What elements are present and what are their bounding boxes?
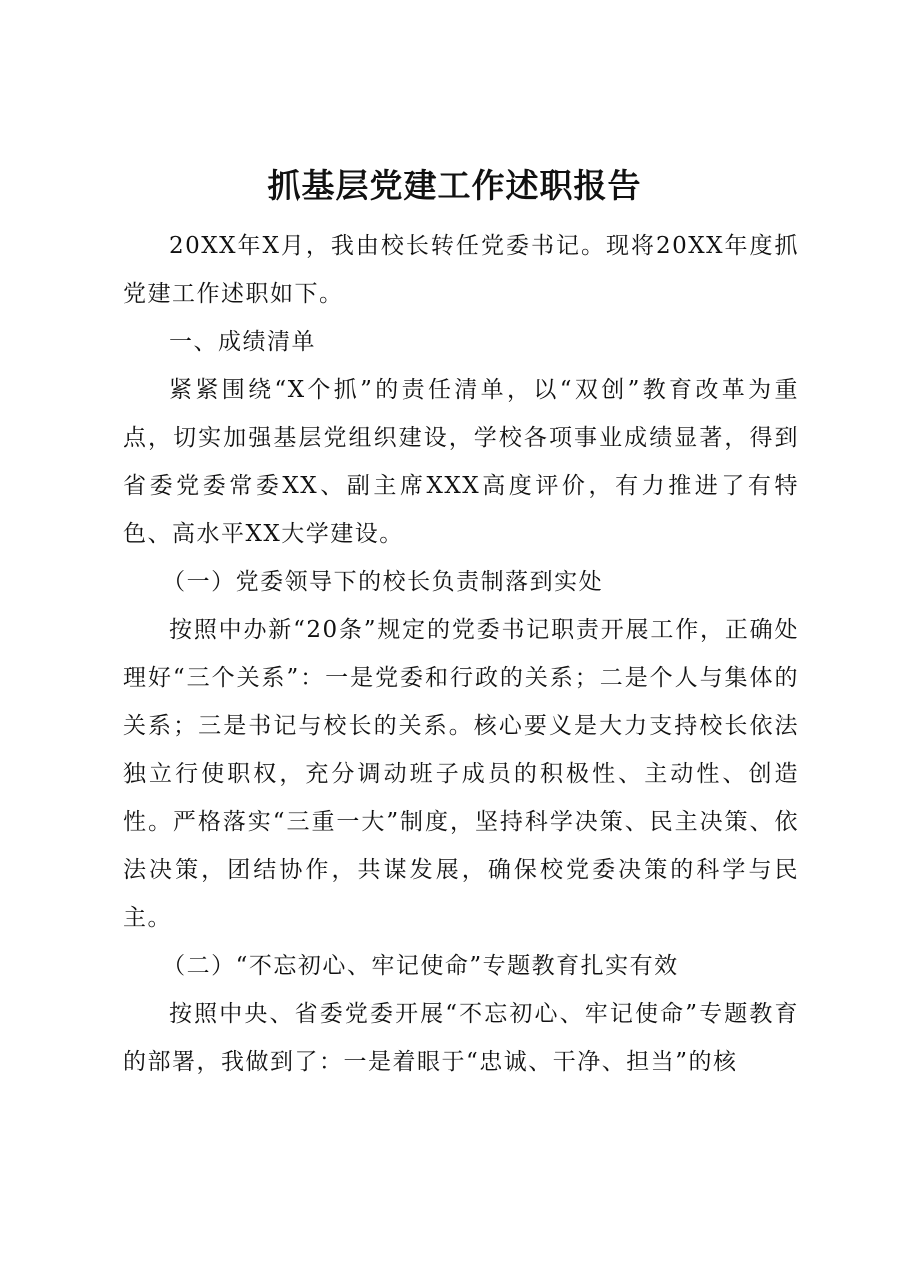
subsection-heading-2: （二）“不忘初心、牢记使命”专题教育扎实有效	[162, 953, 679, 979]
subsection-2-paragraph: 按照中央、省委党委开展“不忘初心、牢记使命”专题教育的部署，我做到了：一是着眼于“忠诚、干净、担当”的核	[123, 1001, 799, 1075]
subsection-heading-1: （一）党委领导下的校长负责制落到实处	[162, 569, 604, 595]
document-body	[123, 222, 799, 1086]
subsection-1-paragraph: 按照中办新“20条”规定的党委书记职责开展工作，正确处理好“三个关系”：一是党委和行政的关系；二是个人与集体的关系；三是书记与校长的关系。核心要义是大力支持校长依法独立行使职权，充分调动班子成员的积极性、主动性、创造性。严格落实“三重一大”制度，坚持科学决策、民主决策、依法决策，团结协作，共谋发展，确保校党委决策的科学与民主。	[123, 617, 799, 931]
document-title: 抓基层党建工作述职报告	[267, 166, 642, 205]
section-heading-achievements: 一、成绩清单	[169, 329, 316, 355]
achievements-paragraph: 紧紧围绕“X个抓”的责任清单，以“双创”教育改革为重点，切实加强基层党组织建设，学校各项事业成绩显著，得到省委党委常委XX、副主席XXX高度评价，有力推进了有特色、高水平XX大学建设。	[123, 377, 799, 547]
intro-paragraph: 20XX年X月，我由校长转任党委书记。现将20XX年度抓党建工作述职如下。	[123, 233, 799, 307]
